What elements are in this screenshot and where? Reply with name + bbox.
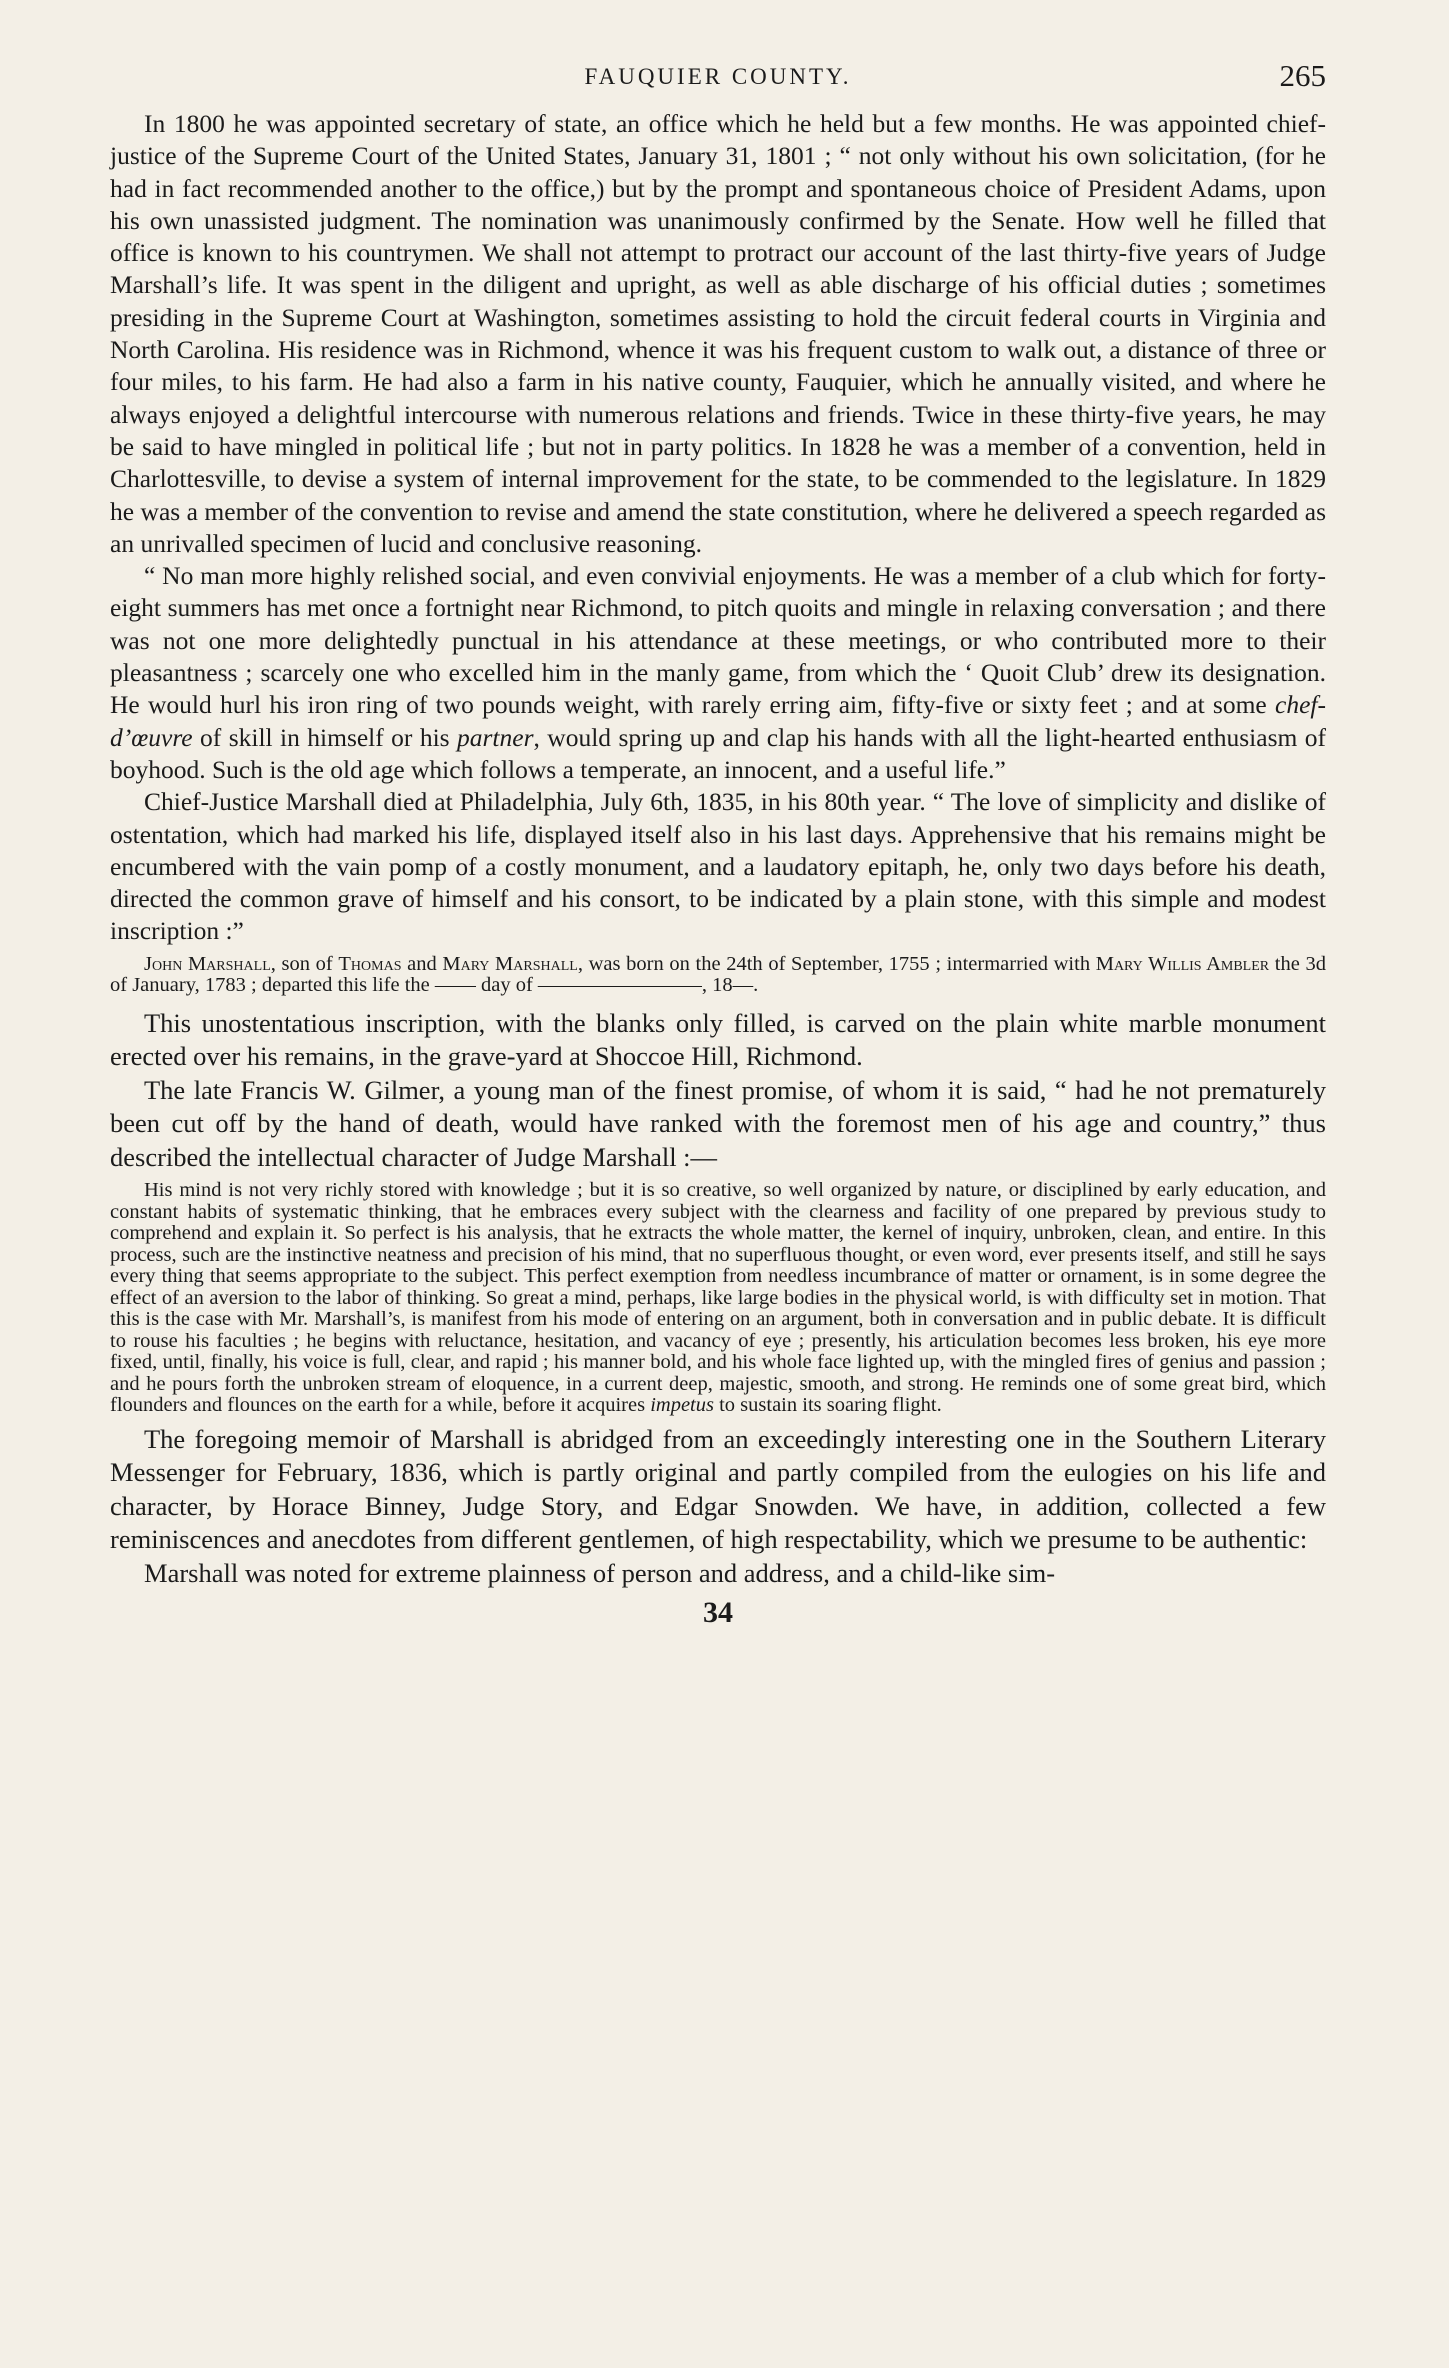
quotation-text-1: His mind is not very richly stored with knowledge ; but it is so creative, so well organized by nature, or disciplined by early education, and constant habits of systematic thinking, that he embraces every subject with the clearness and facility of one prepared by previous study to comprehend and explain it. So perfect is his analysis, that he extracts the whole matter, the kernel of inquiry, unbroken, clean, and entire. In this process, such are the instinctive neatness and precision of his mind, that no superfluous thought, or even word, ever presents itself, and still he says every thing that seems appropriate to the subject. This perfect exemption from needless incumbrance of matter or ornament, is in some degree the effect of an aversion to the labor of thinking. So great a mind, perhaps, like large bodies in the physical world, is with difficulty set in motion. That this is the case with Mr. Marshall’s, is manifest from his mode of entering on an argument, both in conversation and in public debate. It is difficult to rouse his faculties ; he begins with reluctance, hesitation, and vacancy of eye ; presently, his articulation becomes less broken, his eye more fixed, until, finally, his voice is full, clear, and rapid ; his manner bold, and his whole face lighted up, with the mingled fires of genius and passion ; and he pours forth the unbroken stream of eloquence, in a current deep, majestic, smooth, and strong. He reminds one of some great bird, which flounders and flounces on the earth for a while, before it acquires bbox=[110, 1179, 1326, 1417]
italic-partner: partner bbox=[457, 722, 534, 752]
quotation-text-2: to sustain its soaring flight. bbox=[713, 1394, 942, 1417]
inscription-name-john: John Marshall bbox=[144, 952, 271, 975]
paragraph-plainness: Marshall was noted for extreme plainness of person and address, and a child-like sim- bbox=[144, 1557, 1056, 1588]
signature-mark: 34 bbox=[703, 1596, 733, 1630]
inscription-name-mary: Mary Marshall bbox=[442, 952, 578, 975]
quoit-text-3: , would spring up and clap his hands with all the light-hearted enthusiasm of boyhood. Such is the old age which follows a temperate, an innocent, and a useful life.” bbox=[110, 722, 1326, 784]
paragraph-death: Chief-Justice Marshall died at Philadelphia, July 6th, 1835, in his 80th year. “ The love of simplicity and dislike of ostentation, which had marked his life, displayed itself also in his last days. Apprehensive that his remains might be encumbered with the vain pomp of a costly monument, and a laudatory epitaph, he, only two days before his death, directed the common grave of himself and his consort, to be indicated by a plain stone, with this simple and modest inscription :” bbox=[110, 787, 1326, 946]
paragraph-foregoing-memoir: The foregoing memoir of Marshall is abridged from an exceedingly interesting one in the Southern Literary Messenger for February, 1836, which is partly original and partly compiled from the eulogies on his life and character, by Horace Binney, Judge Story, and Edgar Snowden. We have, in addition, collected a few reminiscences and anecdotes from different gentlemen, of high respectability, which we presume to be authentic: bbox=[110, 1423, 1326, 1555]
inscription-text-2: and bbox=[401, 952, 443, 975]
paragraph-gilmer: The late Francis W. Gilmer, a young man of the finest promise, of whom it is said, “ had he not prematurely been cut off by the hand of death, would have ranked with the foremost men of his age and country,” thus described the intellectual character of Judge Marshall :— bbox=[110, 1074, 1326, 1172]
inscription-name-ambler: Mary Willis Ambler bbox=[1095, 952, 1270, 975]
inscription-text-1: , son of bbox=[270, 952, 339, 975]
inscription-name-thomas: Thomas bbox=[338, 952, 402, 975]
running-head: FAUQUIER COUNTY. bbox=[584, 64, 852, 89]
inscription-text-3: , was born on the 24th of September, 1755 ; intermarried with bbox=[577, 952, 1096, 975]
inscription-block bbox=[110, 954, 1326, 997]
page-header bbox=[110, 58, 1326, 108]
inscription-text-4: the 3d of January, 1783 ; departed this life the —— day of ————————, 18—. bbox=[110, 952, 1326, 997]
paragraph-secretary-of-state: In 1800 he was appointed secretary of state, an office which he held but a few months. He was appointed chief-justice of the Supreme Court of the United States, January 31, 1801 ; “ not only without his own solicitation, (for he had in fact recommended another to the office,) but by the prompt and spontaneous choice of President Adams, upon his own unassisted judgment. The nomination was unanimously confirmed by the Senate. How well he filled that office is known to his countrymen. We shall not attempt to protract our account of the last thirty-five years of Judge Marshall’s life. It was spent in the diligent and upright, as well as able discharge of his official duties ; sometimes presiding in the Supreme Court at Washington, sometimes assisting to hold the circuit federal courts in Virginia and North Carolina. His residence was in Richmond, whence it was his frequent custom to walk out, a distance of three or four miles, to his farm. He had also a farm in his native county, Fauquier, which he annually visited, and where he always enjoyed a delightful intercourse with numerous relations and friends. Twice in these thirty-five years, he may be said to have mingled in political life ; but not in party politics. In 1828 he was a member of a convention, held in Charlottesville, to devise a system of internal improvement for the state, to be commended to the legislature. In 1829 he was a member of the convention to revise and amend the state constitution, where he delivered a speech regarded as an unrivalled specimen of lucid and conclusive reasoning. bbox=[110, 109, 1326, 558]
page-number: 265 bbox=[1279, 58, 1326, 93]
paragraph-monument: This unostentatious inscription, with the blanks only filled, is carved on the plain white marble monument erected over his remains, in the grave-yard at Shoccoe Hill, Richmond. bbox=[110, 1007, 1326, 1072]
italic-chef-doeuvre: chef-d’œuvre bbox=[110, 690, 1326, 752]
paragraph-quoit-club bbox=[110, 560, 1326, 786]
quoit-text-1: “ No man more highly relished social, and even convivial enjoyments. He was a member of a club which for forty-eight summers has met once a fortnight near Richmond, to pitch quoits and mingle in relaxing conversation ; and there was not one more delightedly punctual in his attendance at these meetings, or who contributed more to their pleasantness ; scarcely one who excelled him in the manly game, from which the ‘ Quoit Club’ drew its designation. He would hurl his iron ring of two pounds weight, with rarely erring aim, fifty-five or sixty feet ; and at some bbox=[110, 561, 1326, 720]
italic-impetus: impetus bbox=[650, 1394, 714, 1417]
book-page bbox=[110, 58, 1326, 1630]
quoit-text-2: of skill in himself or his bbox=[192, 722, 457, 752]
gilmer-quotation bbox=[110, 1180, 1326, 1417]
